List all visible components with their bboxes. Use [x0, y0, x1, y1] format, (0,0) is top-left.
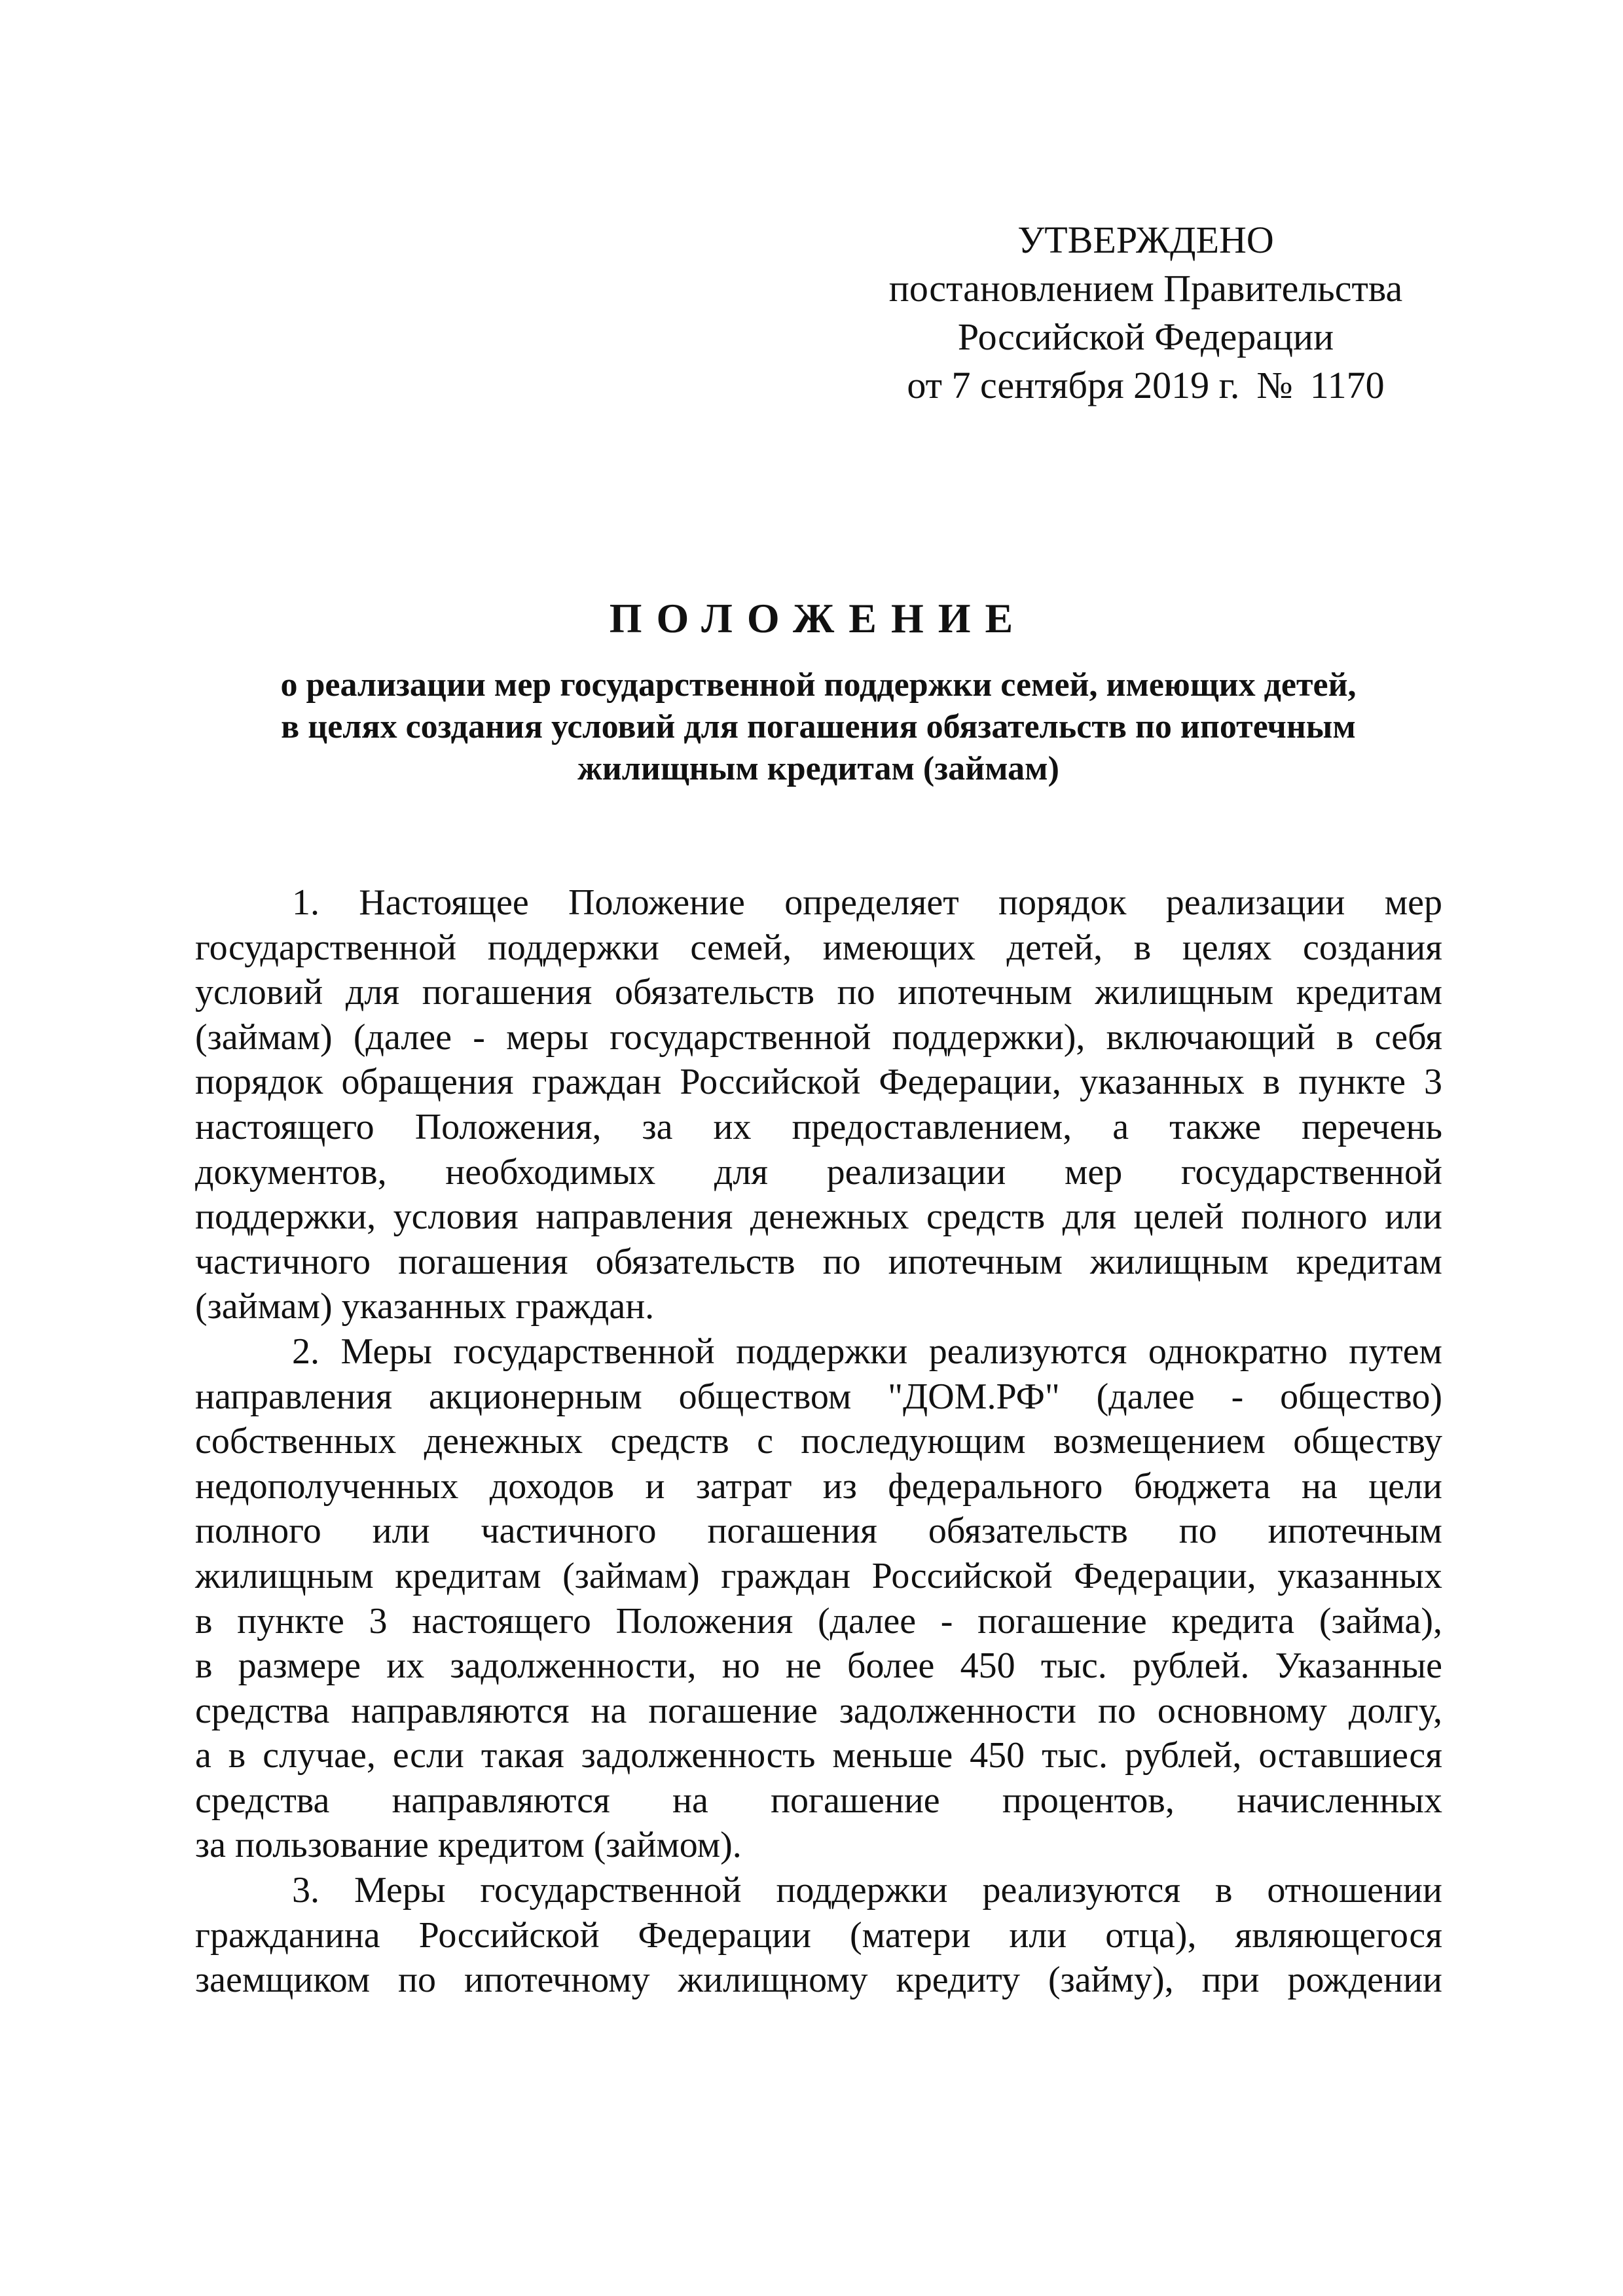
approval-date-line	[851, 361, 1440, 410]
text-line: 3. Меры государственной поддержки реализуются в отношении	[292, 1870, 1442, 1911]
subtitle-line: о реализации мер государственной поддержки семей, имеющих детей,	[280, 666, 1357, 704]
document-heading: ПОЛОЖЕНИЕ	[609, 595, 1028, 641]
approval-date: от 7 сентября 2019 г.	[907, 364, 1240, 406]
text-line: частичного погашения обязательств по ипотечным жилищным кредитам	[195, 1241, 1442, 1282]
paragraph-3	[195, 1868, 1442, 2003]
paragraph-2	[195, 1329, 1442, 1868]
text-line: средства направляются на погашение процентов, начисленных	[195, 1780, 1442, 1821]
text-line: гражданина Российской Федерации (матери или отца), являющегося	[195, 1914, 1442, 1956]
text-line: собственных денежных средств с последующим возмещением обществу	[195, 1421, 1442, 1462]
approval-title: УТВЕРЖДЕНО	[1017, 219, 1274, 261]
subtitle-line: в целях создания условий для погашения обязательств по ипотечным	[281, 708, 1356, 745]
number-sign: №	[1256, 364, 1293, 406]
text-line: в размере их задолженности, но не более 450 тыс. рублей. Указанные	[195, 1645, 1442, 1687]
text-line: в пункте 3 настоящего Положения (далее - погашение кредита (займа),	[195, 1600, 1442, 1641]
document-title-block	[196, 592, 1440, 790]
approval-stamp	[851, 216, 1440, 410]
text-line: условий для погашения обязательств по ипотечным жилищным кредитам	[195, 972, 1442, 1013]
text-line: жилищным кредитам (займам) граждан Российской Федерации, указанных	[195, 1555, 1442, 1596]
text-line: 1. Настоящее Положение определяет порядок реализации мер	[292, 882, 1442, 923]
paragraph-1	[195, 880, 1442, 1329]
approval-line-3: Российской Федерации	[957, 315, 1334, 358]
text-line: полного или частичного погашения обязательств по ипотечным	[195, 1511, 1442, 1552]
text-line: недополученных доходов и затрат из федерального бюджета на цели	[195, 1465, 1442, 1507]
text-line: настоящего Положения, за их предоставлением, а также перечень	[195, 1106, 1442, 1147]
document-body	[195, 880, 1442, 2003]
text-line: документов, необходимых для реализации мер государственной	[195, 1151, 1442, 1193]
subtitle-line: жилищным кредитам (займам)	[577, 750, 1059, 787]
text-line: за пользование кредитом (займом).	[195, 1825, 742, 1866]
text-line: порядок обращения граждан Российской Федерации, указанных в пункте 3	[195, 1062, 1442, 1103]
text-line: направления акционерным обществом "ДОМ.РФ" (далее - общество)	[195, 1376, 1442, 1417]
text-line: заемщиком по ипотечному жилищному кредиту (займу), при рождении	[195, 1960, 1442, 2001]
text-line: 2. Меры государственной поддержки реализуются однократно путем	[292, 1331, 1442, 1372]
document-subtitle	[196, 664, 1440, 790]
text-line: средства направляются на погашение задолженности по основному долгу,	[195, 1690, 1442, 1731]
text-line: государственной поддержки семей, имеющих детей, в целях создания	[195, 927, 1442, 968]
text-line: (займам) указанных граждан.	[195, 1286, 655, 1327]
resolution-number: 1170	[1309, 364, 1385, 406]
approval-line-2: постановлением Правительства	[888, 267, 1403, 310]
text-line: (займам) (далее - меры государственной поддержки), включающий в себя	[195, 1016, 1442, 1058]
text-line: поддержки, условия направления денежных средств для целей полного или	[195, 1196, 1442, 1238]
text-line: а в случае, если такая задолженность меньше 450 тыс. рублей, оставшиеся	[195, 1735, 1442, 1776]
